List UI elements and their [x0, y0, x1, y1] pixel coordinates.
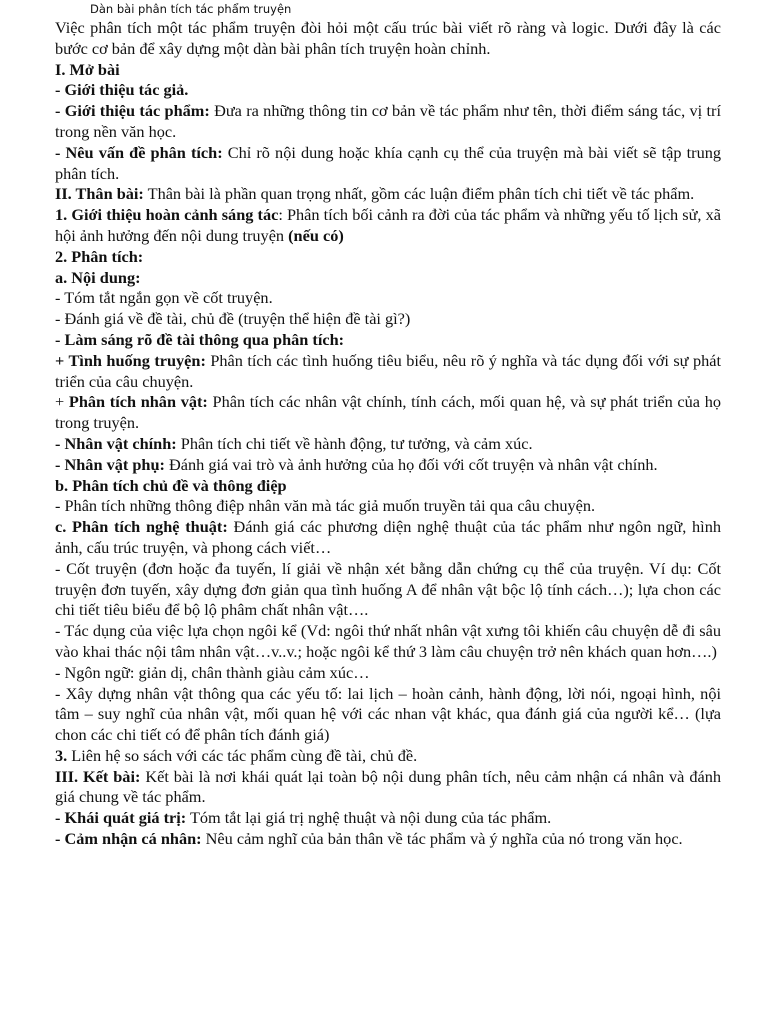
bold-text-run: a. Nội dung: [55, 267, 141, 287]
bold-text-run: III. Kết bài: [55, 766, 141, 786]
bold-text-run: 3. [55, 745, 68, 765]
bold-text-run: - Nêu vấn đề phân tích: [55, 142, 223, 162]
bold-text-run: b. Phân tích chủ đề và thông điệp [55, 475, 287, 495]
document-body [55, 18, 721, 850]
document-paragraph [55, 663, 721, 684]
text-run: Phân tích chi tiết về hành động, tư tưởng, và cảm xúc. [176, 433, 533, 453]
document-paragraph [55, 517, 721, 559]
document-paragraph [55, 559, 721, 621]
document-paragraph [55, 621, 721, 663]
document-paragraph [55, 684, 721, 746]
bold-text-run: - Nhân vật phụ: [55, 454, 165, 474]
bold-text-run: c. Phân tích nghệ thuật: [55, 517, 228, 537]
text-run: Đưa ra những thông tin cơ bản về tác phẩm như tên, thời điểm sáng tác, vị trí trong nền văn học. [55, 101, 721, 141]
document-paragraph [55, 767, 721, 809]
text-run: : Phân tích bối cảnh ra đời của tác phẩm và những yếu tố lịch sử, xã hội ảnh hưởng đến nội dung truyện [55, 205, 721, 245]
text-run: - Cốt truyện (đơn hoặc đa tuyến, lí giải về nhận xét bằng dẫn chứng cụ thể của truyện. Ví dụ: Cốt truyện đơn tuyến, xây dựng đơn giản qua tình huống A để nhân vật bộc lộ tính cách…); lựa chon các chi tiết tiêu biểu để bộ lộ phâm chất nhân vật…. [55, 558, 721, 620]
text-run: Tóm tắt lại giá trị nghệ thuật và nội dung của tác phẩm. [186, 808, 552, 828]
document-paragraph [55, 496, 721, 517]
document-paragraph [55, 288, 721, 309]
bold-text-run: - Giới thiệu tác phẩm: [55, 101, 210, 121]
text-run: - Tóm tắt ngắn gọn về cốt truyện. [55, 288, 273, 308]
bold-text-run: + Tình huống truyện: [55, 350, 206, 370]
document-paragraph [55, 434, 721, 455]
text-run: Đánh giá các phương diện nghệ thuật của tác phẩm như ngôn ngữ, hình ảnh, cấu trúc truyện, và phong cách viết… [55, 517, 721, 557]
text-run: - Tác dụng của việc lựa chọn ngôi kể (Vd: ngôi thứ nhất nhân vật xưng tôi khiến câu chuyện dễ đi sâu vào khai thác nội tâm nhân vật…v..v.; hoặc ngôi kể thứ 3 làm câu chuyện trở nên khách quan hơn….) [55, 621, 721, 661]
text-run: Kết bài là nơi khái quát lại toàn bộ nội dung phân tích, nêu cảm nhận cá nhân và đánh giá chung về tác phẩm. [55, 766, 721, 807]
document-paragraph [55, 18, 721, 60]
document-paragraph [55, 746, 721, 767]
text-run: Phân tích các tình huống tiêu biểu, nêu rõ ý nghĩa và tác dụng đối với sự phát triển của câu chuyện. [55, 350, 721, 391]
text-run: - Xây dựng nhân vật thông qua các yếu tố: lai lịch – hoàn cảnh, hành động, lời nói, ngoại hình, nội tâm – suy nghĩ của nhân vật, mối quan hệ với các nhan vật khác, qua đánh giá của người kể… (lựa chon các chi tiết có để phân tích đánh giá) [55, 683, 721, 745]
text-run: - Đánh giá về đề tài, chủ đề (truyện thể hiện đề tài gì?) [55, 309, 411, 329]
bold-text-run: 2. Phân tích: [55, 246, 144, 266]
bold-text-run: II. Thân bài: [55, 184, 144, 204]
bold-text-run: (nếu có) [288, 225, 344, 245]
bold-text-run: I. Mở bài [55, 59, 120, 79]
document-paragraph [55, 80, 721, 101]
text-run: Đánh giá vai trò và ảnh hưởng của họ đối với cốt truyện và nhân vật chính. [164, 454, 658, 474]
text-run: Chỉ rõ nội dung hoặc khía cạnh cụ thể của truyện mà bài viết sẽ tập trung phân tích. [55, 142, 722, 183]
document-paragraph [55, 309, 721, 330]
text-run: - Phân tích những thông điệp nhân văn mà tác giả muốn truyền tải qua câu chuyện. [55, 496, 596, 516]
document-header-title: Dàn bài phân tích tác phẩm truyện [90, 2, 292, 16]
bold-text-run: Phân tích nhân vật: [68, 392, 208, 412]
bold-text-run: - Khái quát giá trị: [55, 808, 187, 828]
document-paragraph [55, 205, 721, 247]
document-paragraph [55, 330, 721, 351]
document-paragraph [55, 808, 721, 829]
bold-text-run: - Cảm nhận cá nhân: [55, 829, 202, 849]
bold-text-run: - Nhân vật chính: [55, 433, 177, 453]
document-paragraph [55, 476, 721, 497]
document-paragraph [55, 351, 721, 393]
text-run: - Ngôn ngữ: giản dị, chân thành giàu cảm xúc… [55, 662, 370, 682]
text-run: Phân tích các nhân vật chính, tính cách, mối quan hệ, và sự phát triển của họ trong truyện. [55, 392, 721, 433]
document-paragraph [55, 101, 721, 143]
document-paragraph [55, 247, 721, 268]
text-run: Thân bài là phần quan trọng nhất, gồm các luận điểm phân tích chi tiết về tác phẩm. [143, 184, 695, 204]
text-run: Liên hệ so sách với các tác phẩm cùng đề tài, chủ đề. [67, 745, 418, 765]
text-run: Nêu cảm nghĩ của bản thân về tác phẩm và ý nghĩa của nó trong văn học. [201, 829, 683, 849]
text-run: Việc phân tích một tác phẩm truyện đòi hỏi một cấu trúc bài viết rõ ràng và logic. Dưới đây là các bước cơ bản để xây dựng một dàn bài phân tích truyện hoàn chỉnh. [55, 18, 721, 58]
bold-text-run: - Làm sáng rõ đề tài thông qua phân tích: [55, 329, 345, 349]
bold-text-run: - Giới thiệu tác giả. [55, 80, 189, 100]
document-paragraph [55, 184, 721, 205]
document-paragraph [55, 143, 721, 185]
document-paragraph [55, 392, 721, 434]
document-paragraph [55, 60, 721, 81]
bold-text-run: 1. Giới thiệu hoàn cảnh sáng tác [55, 205, 279, 225]
text-run: + [55, 392, 69, 412]
document-paragraph [55, 268, 721, 289]
document-paragraph [55, 829, 721, 850]
document-paragraph [55, 455, 721, 476]
